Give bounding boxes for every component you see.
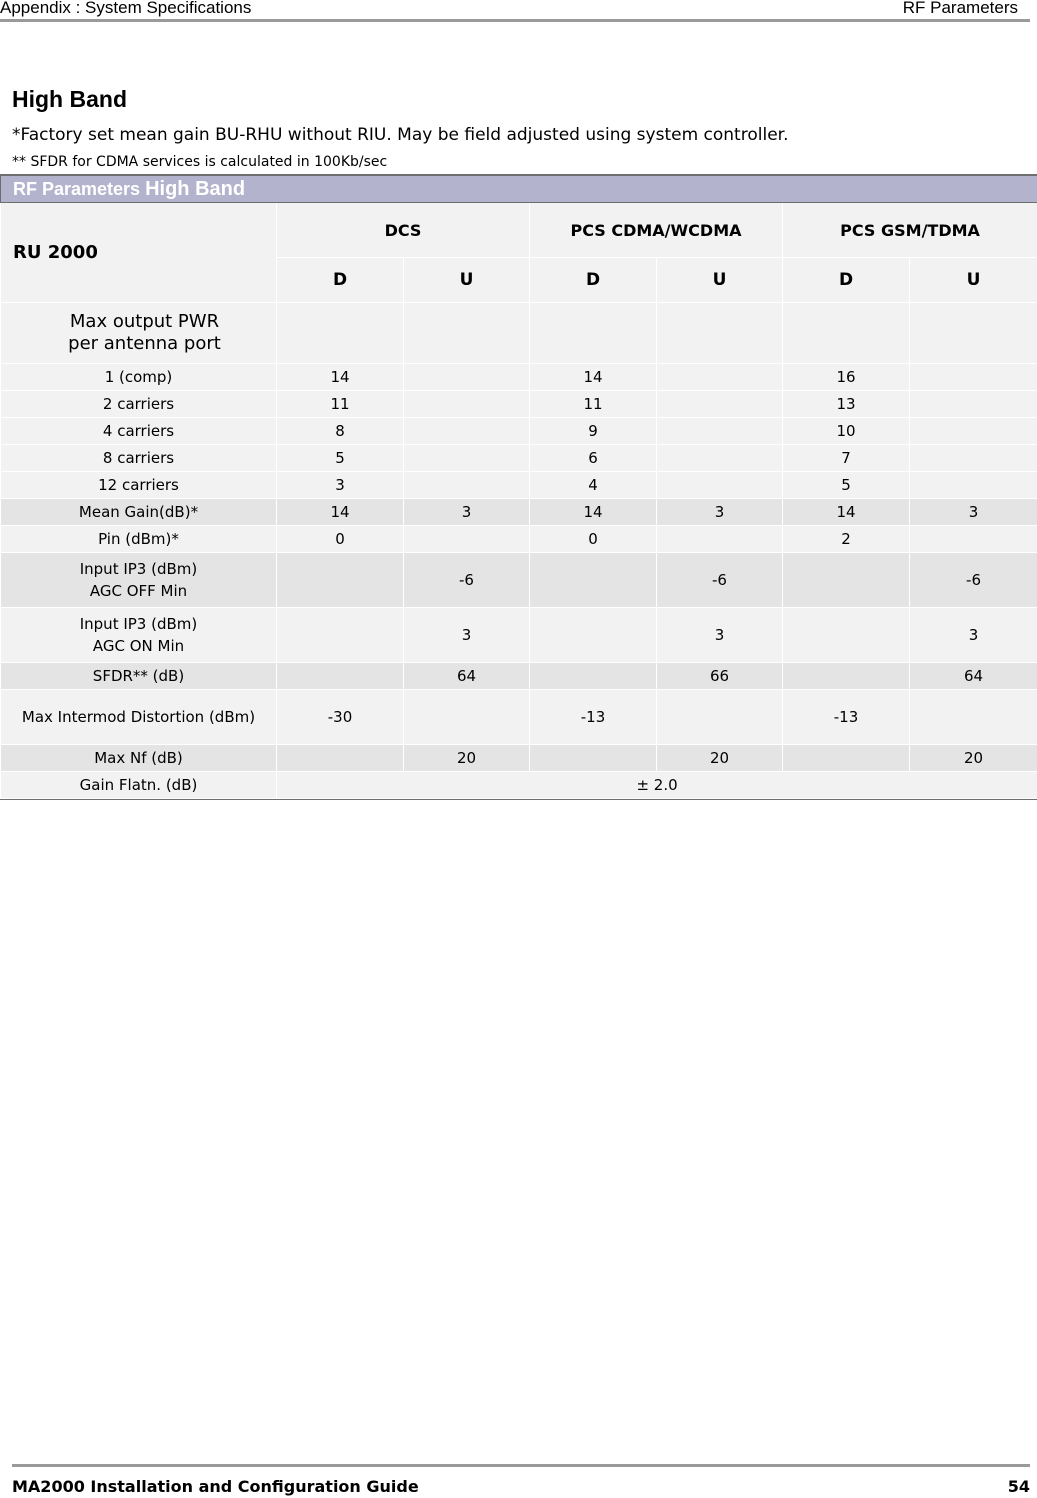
table-row xyxy=(1,303,1037,364)
row-label: Max output PWR per antenna port xyxy=(1,303,277,364)
table-row xyxy=(1,364,1037,391)
table-row xyxy=(1,418,1037,445)
caption-part-a: RF Parameters xyxy=(13,179,145,199)
sub-header: U xyxy=(657,258,783,303)
header-right: RF Parameters xyxy=(903,0,1018,18)
group-dcs: DCS xyxy=(277,203,530,258)
rf-parameters-table xyxy=(0,175,1037,799)
table-cell: 6 xyxy=(530,445,657,472)
table-cell xyxy=(530,553,657,608)
table-cell: 20 xyxy=(910,745,1037,772)
table-cell: 11 xyxy=(277,391,404,418)
table-cell: 20 xyxy=(657,745,783,772)
table-row xyxy=(1,526,1037,553)
table-cell: 5 xyxy=(783,472,910,499)
note-sfdr: ** SFDR for CDMA services is calculated in 100Kb/sec xyxy=(12,154,387,170)
table-cell xyxy=(910,303,1037,364)
row-label: 12 carriers xyxy=(1,472,277,499)
table-cell: -30 xyxy=(277,690,404,745)
table-cell: 13 xyxy=(783,391,910,418)
table-cell: -13 xyxy=(783,690,910,745)
table-cell: 5 xyxy=(277,445,404,472)
row-label: Max Intermod Distortion (dBm) xyxy=(1,690,277,745)
table-cell xyxy=(404,391,530,418)
table-cell xyxy=(404,690,530,745)
row-label: Input IP3 (dBm) AGC ON Min xyxy=(1,608,277,663)
table-cell xyxy=(910,690,1037,745)
page-number: 54 xyxy=(1008,1477,1030,1496)
table-cell: 64 xyxy=(910,663,1037,690)
table-cell xyxy=(277,553,404,608)
row-label: 4 carriers xyxy=(1,418,277,445)
table-cell xyxy=(910,445,1037,472)
table-cell: 64 xyxy=(404,663,530,690)
table-cell xyxy=(404,472,530,499)
table-cell: 3 xyxy=(657,499,783,526)
table-cell: 2 xyxy=(783,526,910,553)
row-label: SFDR** (dB) xyxy=(1,663,277,690)
note-factory-gain: *Factory set mean gain BU-RHU without RIU. May be field adjusted using system controller. xyxy=(12,125,788,145)
row-label: 2 carriers xyxy=(1,391,277,418)
section-title: High Band xyxy=(12,86,127,113)
table-cell xyxy=(783,745,910,772)
table-cell xyxy=(277,608,404,663)
table-cell: 16 xyxy=(783,364,910,391)
header-left: Appendix : System Specifications xyxy=(0,0,251,18)
table-cell: 0 xyxy=(530,526,657,553)
table-cell: 4 xyxy=(530,472,657,499)
table-cell xyxy=(910,364,1037,391)
table-cell: 3 xyxy=(657,608,783,663)
table-cell: 3 xyxy=(404,608,530,663)
table-cell xyxy=(910,472,1037,499)
table-cell: 3 xyxy=(910,499,1037,526)
table-cell: 3 xyxy=(404,499,530,526)
table-row xyxy=(1,772,1037,799)
table-cell: 10 xyxy=(783,418,910,445)
table-cell: 14 xyxy=(277,364,404,391)
table-caption-row xyxy=(1,176,1037,203)
row-label: Gain Flatn. (dB) xyxy=(1,772,277,799)
table-cell xyxy=(530,663,657,690)
table-cell xyxy=(657,445,783,472)
group-pcs-cdma: PCS CDMA/WCDMA xyxy=(530,203,783,258)
table-cell xyxy=(530,608,657,663)
table-cell xyxy=(783,608,910,663)
table-cell xyxy=(530,303,657,364)
table-cell: 14 xyxy=(277,499,404,526)
row-label: Max Nf (dB) xyxy=(1,745,277,772)
table-cell xyxy=(783,553,910,608)
table-row xyxy=(1,663,1037,690)
table-cell xyxy=(657,472,783,499)
sub-header: U xyxy=(404,258,530,303)
table-row xyxy=(1,391,1037,418)
table-cell xyxy=(530,745,657,772)
table-cell xyxy=(657,391,783,418)
table-row xyxy=(1,608,1037,663)
row-label: 8 carriers xyxy=(1,445,277,472)
table-cell xyxy=(657,526,783,553)
table-cell: 3 xyxy=(910,608,1037,663)
table-cell xyxy=(404,526,530,553)
page-header xyxy=(0,0,1030,22)
table-cell xyxy=(657,303,783,364)
table-row xyxy=(1,553,1037,608)
sub-header: U xyxy=(910,258,1037,303)
table-cell xyxy=(657,690,783,745)
table-cell: 3 xyxy=(277,472,404,499)
sub-header: D xyxy=(783,258,910,303)
page-footer xyxy=(12,1464,1030,1498)
table-cell: 0 xyxy=(277,526,404,553)
sub-header: D xyxy=(530,258,657,303)
table-cell xyxy=(910,418,1037,445)
table-row xyxy=(1,690,1037,745)
caption-part-b: High Band xyxy=(145,178,245,200)
row-label: Mean Gain(dB)* xyxy=(1,499,277,526)
table-row xyxy=(1,445,1037,472)
gain-flatness-value: ± 2.0 xyxy=(277,772,1037,799)
table-cell xyxy=(783,663,910,690)
table-cell: 7 xyxy=(783,445,910,472)
table-cell: 14 xyxy=(783,499,910,526)
table-row xyxy=(1,499,1037,526)
table-cell xyxy=(277,303,404,364)
table-cell xyxy=(783,303,910,364)
row-label: Input IP3 (dBm) AGC OFF Min xyxy=(1,553,277,608)
table-cell: 14 xyxy=(530,499,657,526)
table-row xyxy=(1,472,1037,499)
table-cell: -6 xyxy=(404,553,530,608)
table-cell: 66 xyxy=(657,663,783,690)
row-label: 1 (comp) xyxy=(1,364,277,391)
group-pcs-gsm: PCS GSM/TDMA xyxy=(783,203,1037,258)
table-cell: 20 xyxy=(404,745,530,772)
table-cell: 11 xyxy=(530,391,657,418)
table-cell: 8 xyxy=(277,418,404,445)
row-label: Pin (dBm)* xyxy=(1,526,277,553)
table-cell: -13 xyxy=(530,690,657,745)
table-cell xyxy=(657,418,783,445)
group-header-row xyxy=(1,203,1037,258)
table-caption xyxy=(1,176,1037,203)
table-cell xyxy=(404,364,530,391)
table-cell xyxy=(277,663,404,690)
row-header-ru2000: RU 2000 xyxy=(1,203,277,303)
table-cell xyxy=(404,445,530,472)
table-cell: -6 xyxy=(657,553,783,608)
table-cell xyxy=(404,418,530,445)
footer-title: MA2000 Installation and Configuration Guide xyxy=(12,1477,419,1496)
sub-header: D xyxy=(277,258,404,303)
table-cell xyxy=(404,303,530,364)
table-cell: -6 xyxy=(910,553,1037,608)
table-row xyxy=(1,745,1037,772)
table-cell xyxy=(277,745,404,772)
table-cell xyxy=(910,526,1037,553)
table-cell: 9 xyxy=(530,418,657,445)
table-cell xyxy=(657,364,783,391)
table-cell xyxy=(910,391,1037,418)
table-cell: 14 xyxy=(530,364,657,391)
